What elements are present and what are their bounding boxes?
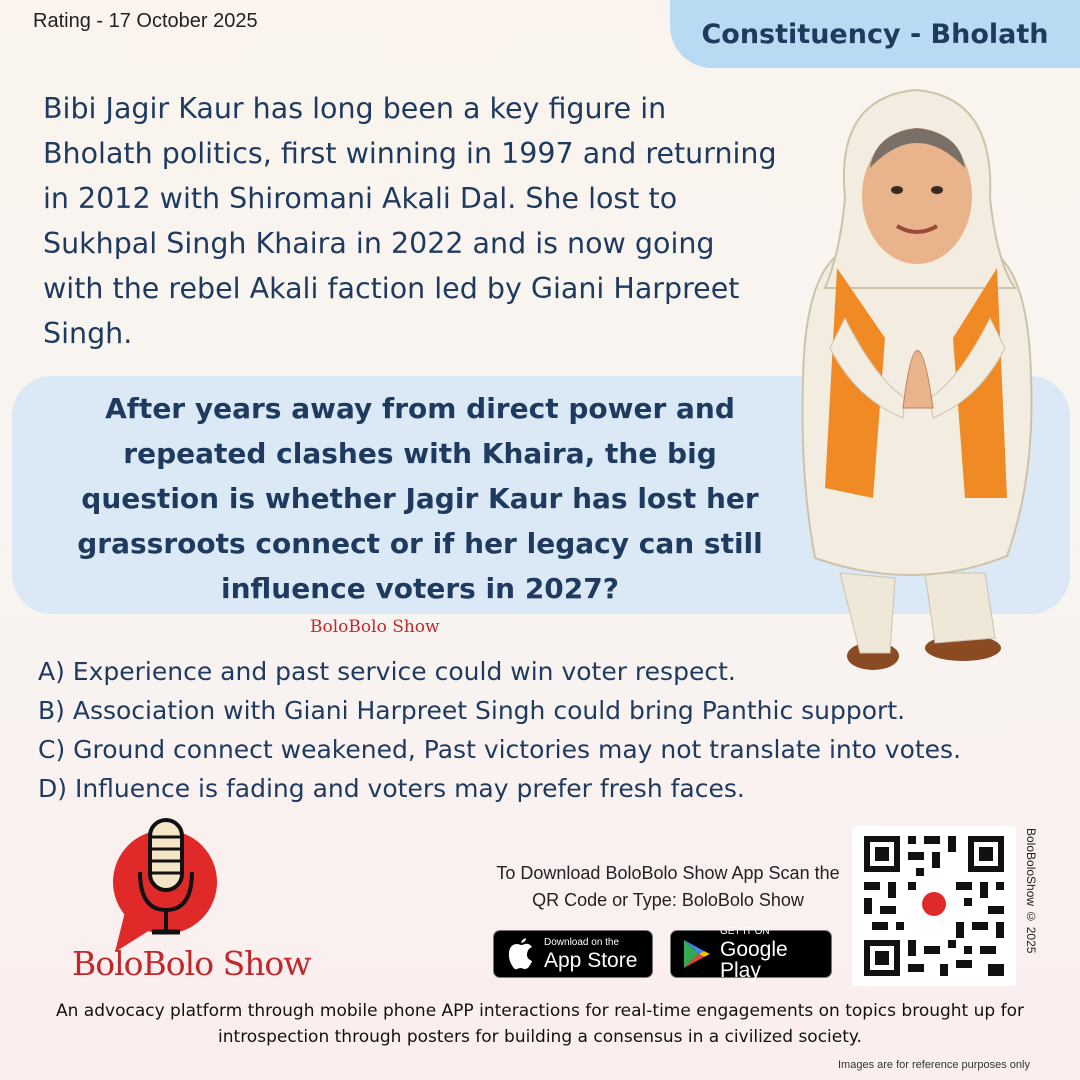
app-store-button[interactable]: [493, 930, 653, 978]
option-a[interactable]: A) Experience and past service could win voter respect.: [38, 657, 736, 686]
option-c[interactable]: C) Ground connect weakened, Past victories may not translate into votes.: [38, 735, 962, 764]
qr-code[interactable]: [852, 826, 1016, 986]
microphone-speech-bubble-icon: [110, 812, 220, 962]
apple-icon: [504, 937, 538, 971]
watermark-brand: BoloBolo Show: [310, 617, 440, 637]
option-b[interactable]: B) Association with Giani Harpreet Singh could bring Panthic support.: [38, 696, 906, 725]
google-play-button[interactable]: [670, 926, 832, 982]
woman-illustration: [785, 78, 1060, 678]
footer-tagline: An advocacy platform through mobile phone APP interactions for real-time engagements on topics brought up for introspection through posters for building a consensus in a civilized society.: [56, 1001, 1024, 1047]
brand-name: BoloBolo Show: [72, 944, 311, 983]
question-text: After years away from direct power and repeated clashes with Khaira, the big question is whether Jagir Kaur has lost her grassroots connect or if her legacy can still influence voters in 2027?: [77, 392, 763, 605]
google-play-label: Google Play: [719, 938, 788, 982]
app-store-label: App Store: [544, 948, 638, 972]
download-instructions: To Download BoloBolo Show App Scan the QR Code or Type: BoloBolo Show: [496, 863, 840, 910]
rating-date: Rating - 17 October 2025: [33, 10, 258, 32]
option-d[interactable]: D) Influence is fading and voters may prefer fresh faces.: [38, 774, 745, 803]
play-triangle-icon: [681, 937, 714, 971]
google-play-small-label: GET IT ON: [719, 926, 770, 937]
copyright-notice: BoloBoloShow © 2025: [1024, 828, 1038, 954]
app-store-small-label: Download on the: [544, 936, 620, 948]
answer-options: [38, 652, 1078, 808]
intro-paragraph: Bibi Jagir Kaur has long been a key figure in Bholath politics, first winning in 1997 and returning in 2012 with Shiromani Akali Dal. She lost to Sukhpal Singh Khaira in 2022 and is now going with the rebel Akali faction led by Giani Harpreet Singh.: [43, 92, 777, 350]
constituency-tab: Constituency - Bholath: [670, 0, 1080, 68]
image-disclaimer: Images are for reference purposes only: [838, 1059, 1030, 1071]
